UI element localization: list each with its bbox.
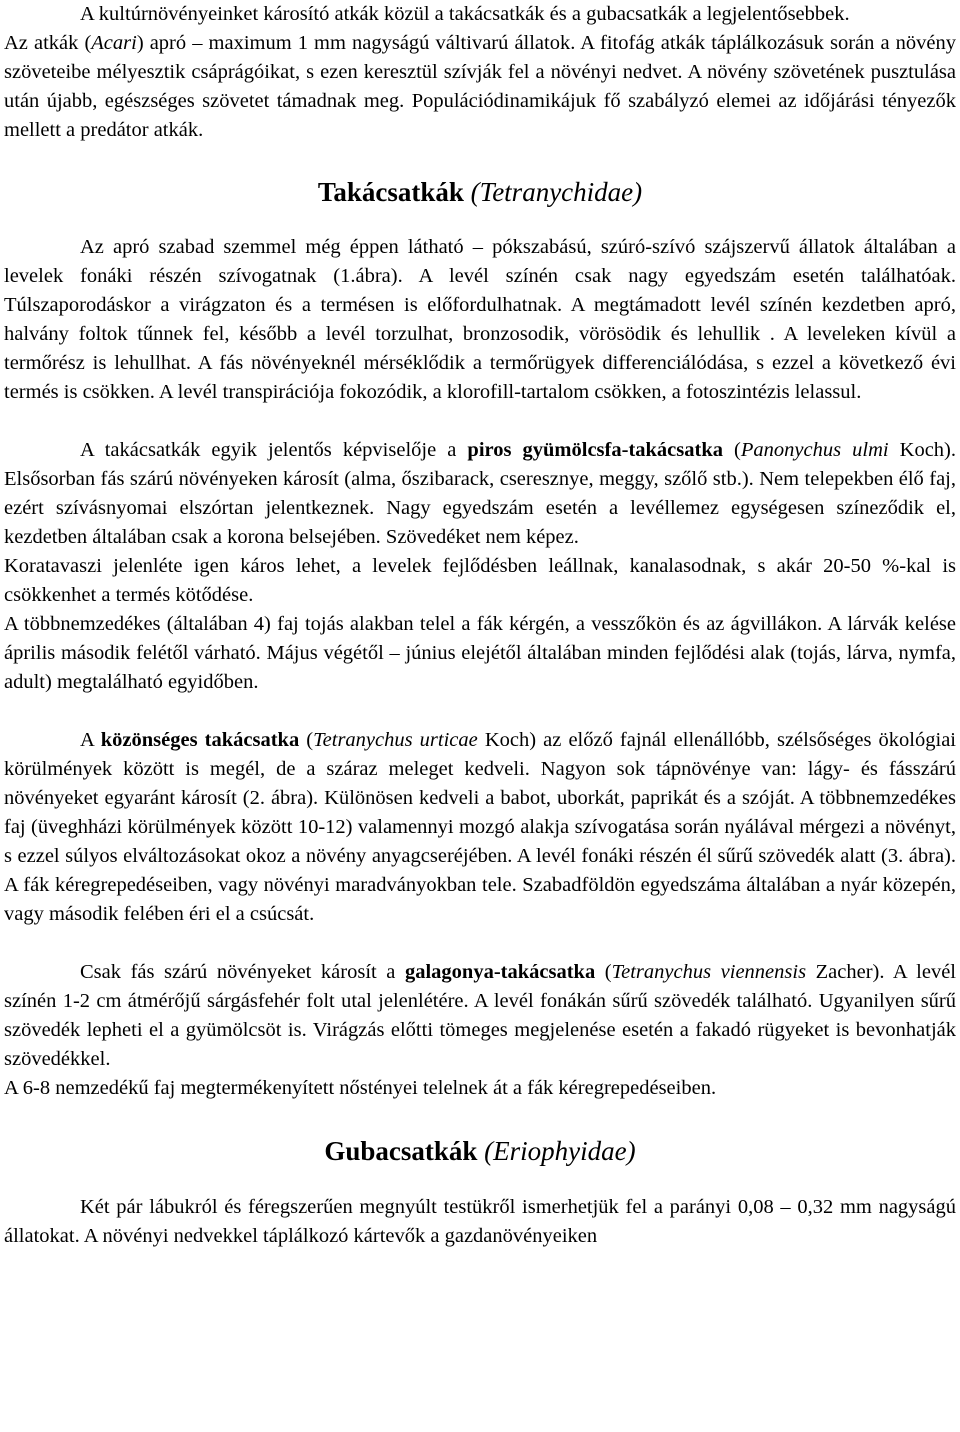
- intro-latin-acari: Acari: [91, 32, 137, 54]
- p2-text-c: Koch). Elsősorban fás szárú növényeken károsít (alma, őszibarack, cseresznye, meggy, szőlő stb.). Nem telepekben élő faj, ezért szívásnyomai elszórtan jelentkeznek. Nagy egyedszám esetén a levéllemez egységesen színeződik el, kezdetben általában csak a korona belsejében. Szövedéket nem képez.: [4, 439, 956, 548]
- p5-text-c: Koch) az előző fajnál ellenállóbb, szélsőséges ökológiai körülmények között is megél, de a száraz meleget kedveli. Nagyon sok tápnövénye van: lágy- és fásszárú növényeket egyaránt károsít (2. ábra). Különösen kedveli a babot, uborkát, paprikát és a szóját. A többnemzedékes faj (üveghházi körülmények között 10-12) valamennyi mozgó alakja szívogatása során nyálával mérgezi a növényt, s ezzel súlyos elváltozásokat okoz a növény anyagcseréjében. A levél fonáki részén él sűrű szövedék alatt (3. ábra). A fák kéregrepedéseiben, vagy növényi maradványokban tele. Szabadföldön egyedszáma általában a nyár közepén, vagy második felében éri el a csúcsát.: [4, 729, 956, 925]
- section2-title-latin: (Eriophyidae): [484, 1136, 636, 1166]
- p2-text-b: (: [722, 439, 741, 461]
- p6-text-b: (: [595, 961, 612, 983]
- takacsatka-paragraph-6: [4, 958, 956, 1074]
- takacsatka-paragraph-1: Az apró szabad szemmel még éppen látható – pókszabású, szúró-szívó szájszervű állatok általában a levelek fonáki részén szívogatnak (1.ábra). A levél színén csak nagy egyedszám esetén találhatóak. Túlszaporodáskor a virágzaton és a termésen is előfordulhatnak. A megtámadott levél színén kezdetben apró, halvány foltok tűnnek fel, később a levél torzulhat, bronzosodik, vörösödik és lehullik . A leveleken kívül a termőrész is lehullhat. A fás növényeknél mérséklődik a termőrügyek differenciálódása, s ezzel a következő évi termés is csökken. A levél transpirációja fokozódik, a klorofill-tartalom csökken, a fotoszintézis lelassul.: [4, 236, 956, 403]
- gubacsatka-paragraph-1: Két pár lábukról és féregszerűen megnyúlt testükről ismerhetjük fel a parányi 0,08 – 0,32 mm nagyságú állatokat. A növényi nedvekkel táplálkozó kártevők a gazdanövényeiken: [4, 1196, 956, 1247]
- takacsatka-paragraph-2: [4, 436, 956, 552]
- section-title-main: Takácsatkák: [317, 177, 464, 207]
- takacsatka-paragraph-4: A többnemzedékes (általában 4) faj tojás alakban telel a fák kérgén, a vesszőkön és az ágvillákon. A lárvák kelése április második felétől várható. Május végétől – június elejétől általában minden fejlődési alak (tojás, lárva, nymfa, adult) megtalálható egyidőben.: [4, 613, 956, 693]
- section-title-latin: (Tetranychidae): [470, 177, 643, 207]
- p6-latin-species: Tetranychus viennensis: [611, 961, 807, 983]
- takacsatka-paragraph-5: [4, 726, 956, 929]
- p5-latin-species: Tetranychus urticae: [313, 729, 478, 751]
- intro-paragraph-1: A kultúrnövényeinket károsító atkák közül a takácsatkák és a gubacsatkák a legjelentősebbek.: [80, 3, 850, 25]
- p6-bold-species: galagonya-takácsatka: [404, 961, 596, 983]
- p2-bold-species: piros gyümölcsfa-takácsatka: [467, 439, 723, 461]
- takacsatka-paragraph-3: Koratavaszi jelenléte igen káros lehet, a levelek fejlődésben leállnak, kanalasodnak, s akár 20-50 %-kal is csökkenhet a termés kötődése.: [4, 555, 956, 606]
- p5-bold-species: közönséges takácsatka: [100, 729, 300, 751]
- p5-text-b: (: [299, 729, 314, 751]
- intro-text-b: ) apró – maximum 1 mm nagyságú váltivarú állatok. A fitofág atkák táplálkozásuk során a növény szöveteibe mélyesztik csáprágóikat, s ezen keresztül szívják fel a növényi nedvet. A növény szövetének pusztulása után újabb, egészséges szövetet támadnak meg. Populációdinamikájuk fő szabályzó elemei az időjárási tényezők mellett a predátor atkák.: [4, 32, 956, 141]
- section-title-gubacsatkak: [4, 1133, 956, 1169]
- p5-text-a: A: [80, 729, 101, 751]
- takacsatka-paragraph-7: A 6-8 nemzedékű faj megtermékenyített nőstényei telelnek át a fák kéregrepedéseiben.: [4, 1077, 717, 1099]
- p6-text-c: Zacher). A levél színén 1-2 cm átmérőjű sárgásfehér folt utal jelenlétére. A levél fonákán sűrű szövedék található. Ugyanilyen sűrű szövedék lepheti el a gyümölcsöt is. Virágzás előtti tömeges megjelenése esetén a fakadó rügyeket is bevonhatják szövedékkel.: [4, 961, 956, 1070]
- section2-title-main: Gubacsatkák: [324, 1136, 478, 1166]
- p6-text-a: Csak fás szárú növényeket károsít a: [80, 961, 405, 983]
- p2-latin-species: Panonychus ulmi: [740, 439, 889, 461]
- section-title-takacsatkak: [4, 174, 956, 210]
- intro-text-a: Az atkák (: [4, 32, 92, 54]
- intro-paragraph-2: [4, 29, 956, 145]
- p2-text-a: A takácsatkák egyik jelentős képviselője a: [80, 439, 468, 461]
